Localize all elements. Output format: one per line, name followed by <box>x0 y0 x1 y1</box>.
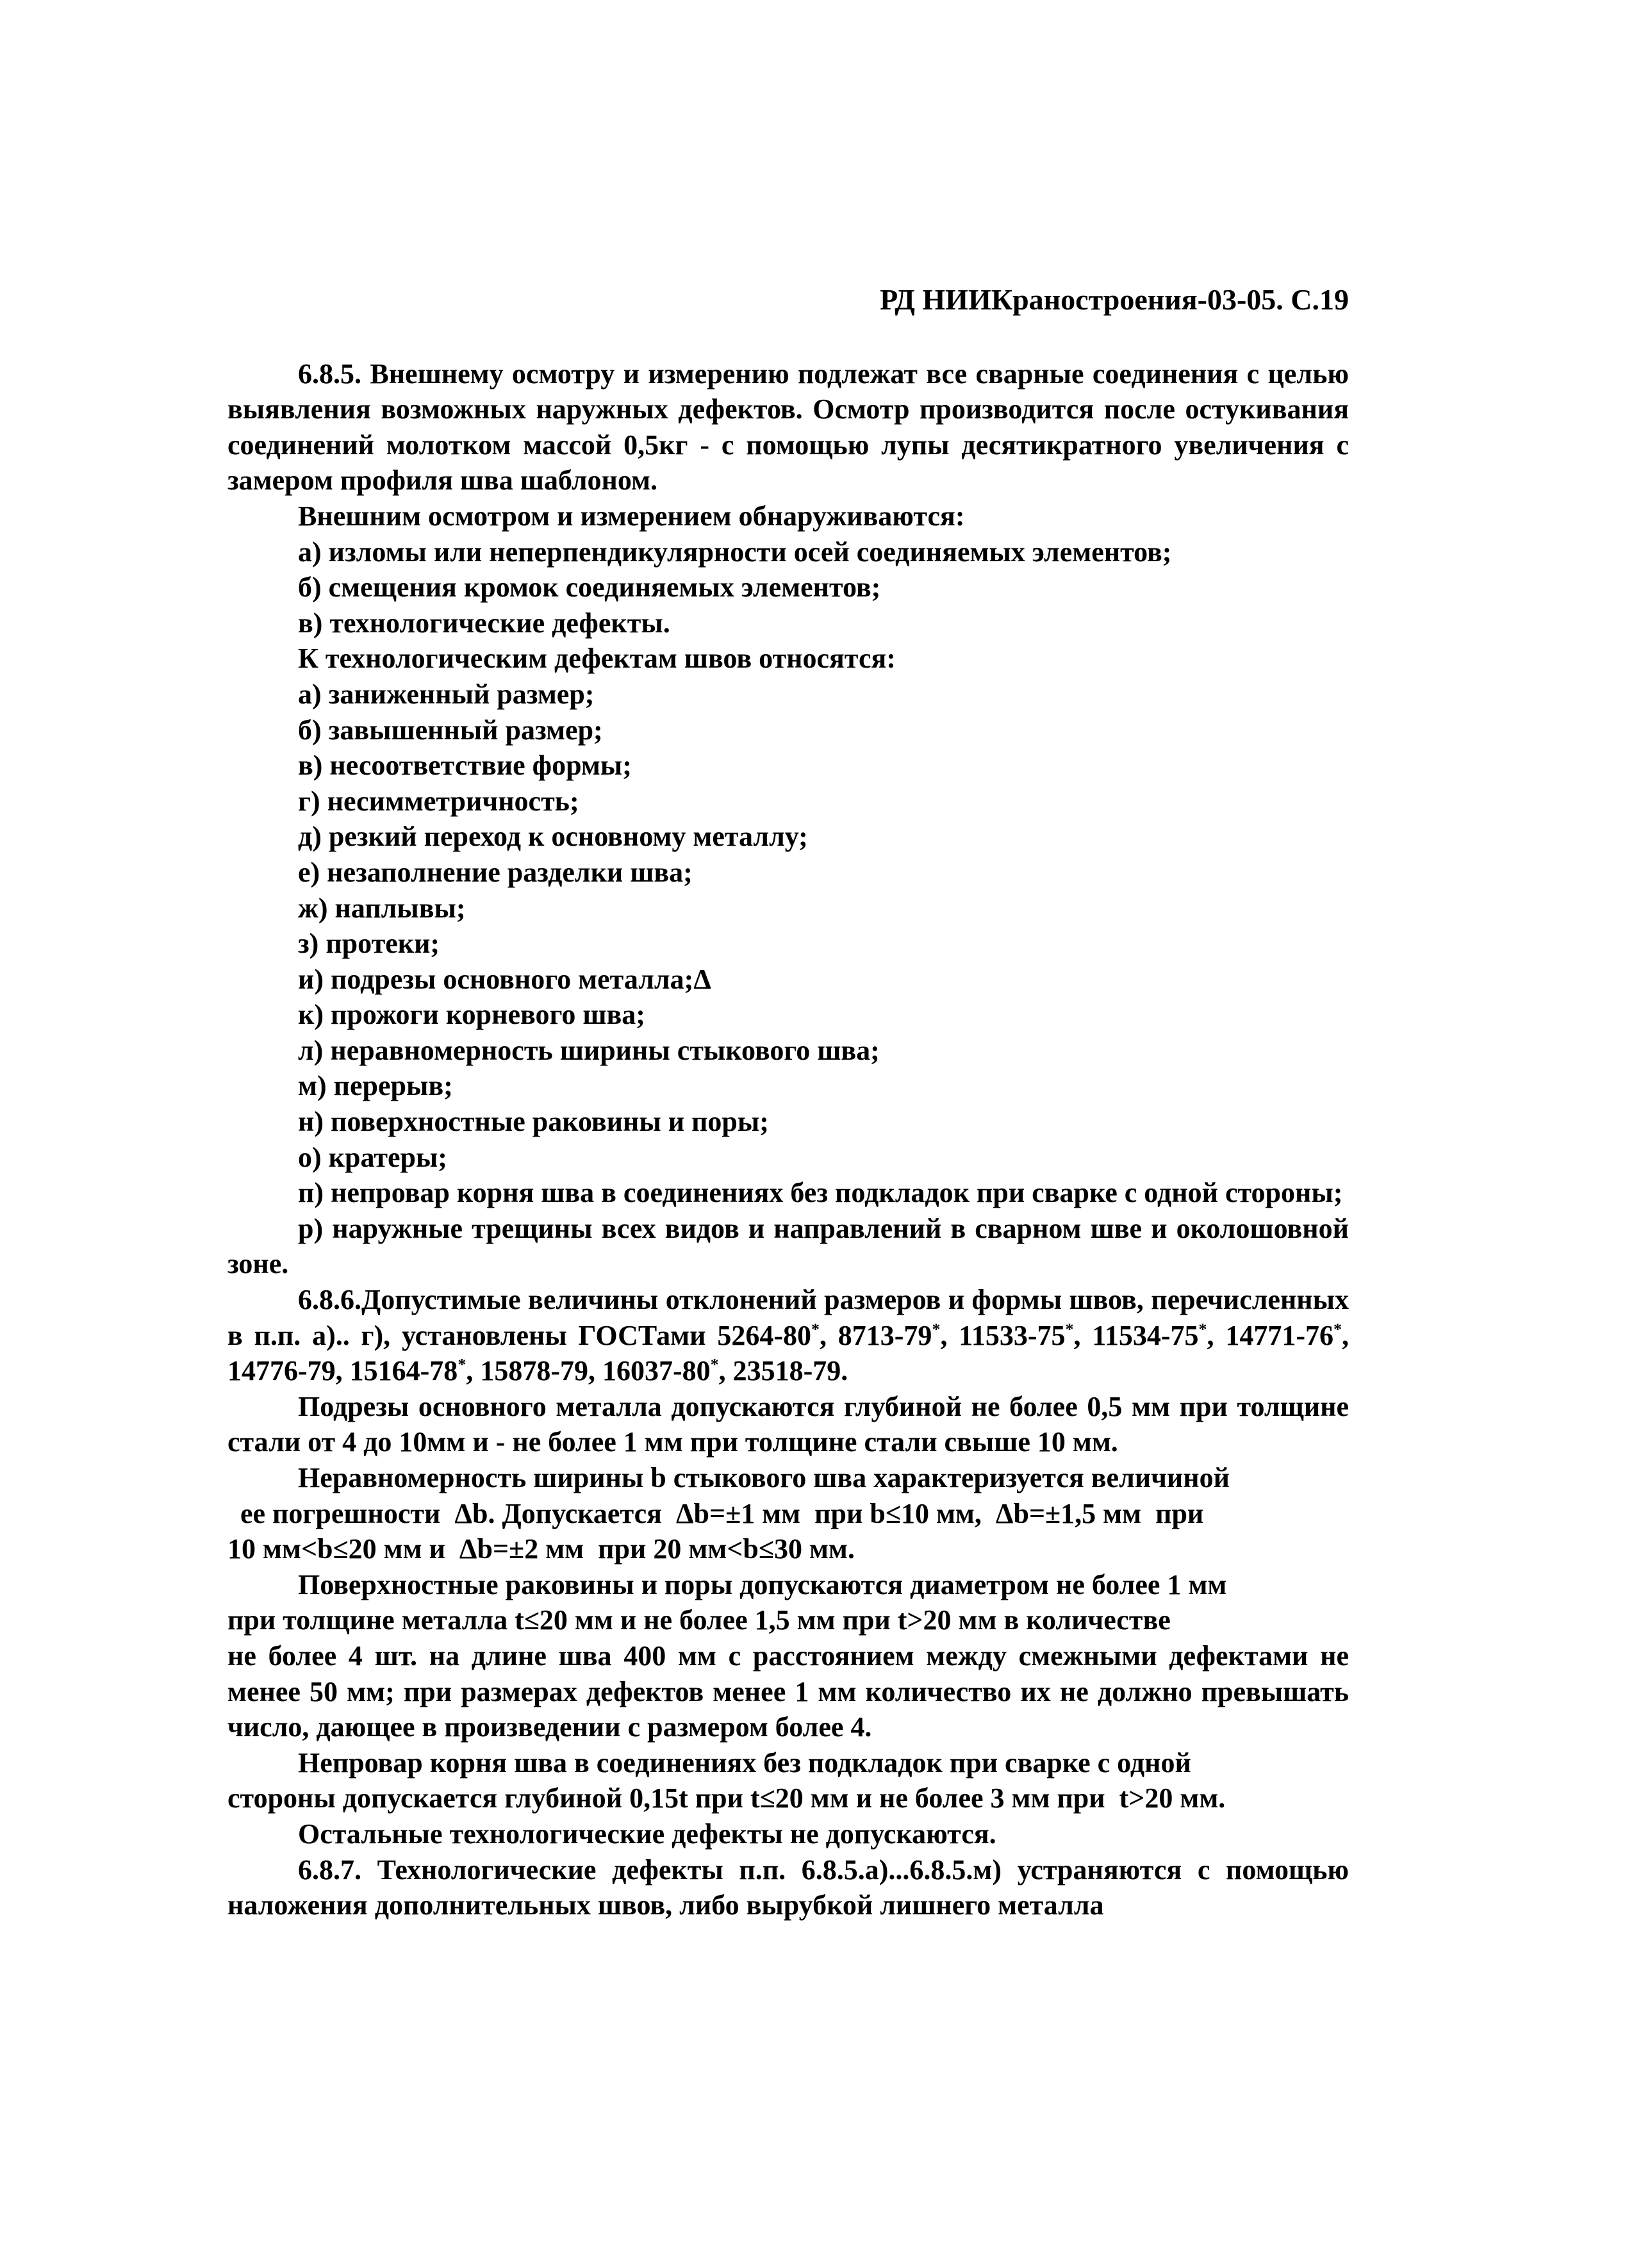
list-item: а) изломы или неперпендикулярности осей соединяемых элементов; <box>298 536 1172 568</box>
gost-amendment-mark: * <box>1198 1319 1207 1338</box>
list-item: к) прожоги корневого шва; <box>298 999 645 1031</box>
list-item: л) неравномерность ширины стыкового шва; <box>298 1034 880 1066</box>
list-item: м) перерыв; <box>298 1070 453 1102</box>
gost-number: 11534-75 <box>1092 1319 1199 1351</box>
list-item-incomplete-penetration: п) непровар корня шва в соединениях без подкладок при сварке с одной стороны; <box>298 1177 1343 1209</box>
paragraph-lack-line-1: Непровар корня шва в соединениях без подкладок при сварке с одной <box>298 1746 1191 1779</box>
list-item: и) подрезы основного металла;Δ <box>298 963 711 995</box>
paragraph-6-8-6 <box>227 1282 1349 1389</box>
gost-separator: , <box>335 1355 350 1387</box>
gost-separator: , <box>718 1355 733 1387</box>
gost-amendment-mark: * <box>811 1319 820 1338</box>
list-item: а) заниженный размер; <box>298 678 595 710</box>
paragraph-width-line-2: ее погрешности Δb. Допускается Δb=±1 мм при b≤10 мм, Δb=±1,5 мм при <box>240 1497 1204 1529</box>
paragraph-6-8-7: 6.8.7. Технологические дефекты п.п. 6.8.5.а)...6.8.5.м) устраняются с помощью наложения дополнительных швов, либо вырубкой лишнего металла <box>227 1853 1349 1921</box>
gost-separator: , <box>1073 1319 1093 1351</box>
gost-separator: , <box>588 1355 602 1387</box>
list-item: е) незаполнение разделки шва; <box>298 856 693 888</box>
gost-number: 5264-80 <box>717 1319 811 1351</box>
gost-number: 11533-75 <box>959 1319 1066 1351</box>
gost-separator: , <box>1207 1319 1226 1351</box>
gost-amendment-mark: * <box>1333 1319 1342 1338</box>
paragraph-6-8-6-intro: 6.8.6.Допустимые величины отклонений размеров и формы швов, перечисленных в п.п. а).. г), установлены ГОСТами <box>227 1284 1349 1351</box>
paragraph-inspection-reveals: Внешним осмотром и измерением обнаруживаются: <box>298 500 965 532</box>
gost-number: 15878-79 <box>480 1355 588 1387</box>
gost-separator: , <box>466 1355 481 1387</box>
gost-amendment-mark: * <box>1065 1319 1074 1338</box>
gost-separator: . <box>841 1355 848 1387</box>
list-item: б) завышенный размер; <box>298 714 603 746</box>
inspection-list <box>227 534 1349 641</box>
list-item: о) кратеры; <box>298 1141 447 1173</box>
gost-amendment-mark: * <box>932 1319 941 1338</box>
paragraph-pores-rest: не более 4 шт. на длине шва 400 мм с расстоянием между смежными дефектами не менее 50 мм; при размерах дефектов менее 1 мм количество их не должно превышать число, дающее в произведении с размером более 4. <box>227 1639 1349 1743</box>
list-item: н) поверхностные раковины и поры; <box>298 1106 769 1138</box>
paragraph-pores-line-2: при толщине металла t≤20 мм и не более 1,5 мм при t>20 мм в количестве <box>227 1604 1171 1636</box>
gost-number: 15164-78 <box>349 1355 458 1387</box>
document-page <box>227 282 1349 1923</box>
gost-number: 23518-79 <box>732 1355 841 1387</box>
paragraph-defects-heading: К технологическим дефектам швов относятся: <box>298 643 896 675</box>
paragraph-6-8-5: 6.8.5. Внешнему осмотру и измерению подлежат все сварные соединения с целью выявления возможных наружных дефектов. Осмотр производится после остукивания соединений молотком массой 0,5кг - с помощью лупы десятикратного увеличения с замером профиля шва шаблоном. <box>227 357 1349 497</box>
gost-separator: , <box>1342 1319 1349 1351</box>
page-header: РД НИИКраностроения-03-05. С.19 <box>880 283 1349 316</box>
gost-amendment-mark: * <box>710 1355 719 1374</box>
gost-amendment-mark: * <box>458 1355 466 1374</box>
defects-list <box>227 677 1349 1175</box>
list-item: г) несимметричность; <box>298 785 579 817</box>
list-item: б) смещения кромок соединяемых элементов; <box>298 571 881 604</box>
paragraph-lack-line-2: стороны допускается глубиной 0,15t при t≤20 мм и не более 3 мм при t>20 мм. <box>227 1782 1226 1814</box>
list-item: ж) наплывы; <box>298 892 466 924</box>
list-item: з) протеки; <box>298 928 440 960</box>
list-item-cracks: р) наружные трещины всех видов и направлений в сварном шве и околошовной зоне. <box>227 1212 1349 1280</box>
gost-number: 16037-80 <box>602 1355 711 1387</box>
list-item: в) несоответствие формы; <box>298 750 632 782</box>
paragraph-other-defects: Остальные технологические дефекты не допускаются. <box>298 1818 996 1850</box>
gost-number: 14776-79 <box>227 1355 336 1387</box>
list-item: в) технологические дефекты. <box>298 607 670 639</box>
gost-separator: , <box>940 1319 959 1351</box>
paragraph-undercut: Подрезы основного металла допускаются глубиной не более 0,5 мм при толщине стали от 4 до 10мм и - не более 1 мм при толщине стали свыше 10 мм. <box>227 1390 1349 1458</box>
paragraph-width-line-1: Неравномерность ширины b стыкового шва характеризуется величиной <box>298 1462 1230 1493</box>
paragraph-width-line-3: 10 мм<b≤20 мм и Δb=±2 мм при 20 мм<b≤30 мм. <box>227 1533 855 1565</box>
gost-number: 8713-79 <box>838 1319 932 1351</box>
gost-number: 14771-76 <box>1225 1319 1333 1351</box>
list-item: д) резкий переход к основному металлу; <box>298 821 808 853</box>
paragraph-pores-line-1: Поверхностные раковины и поры допускаются диаметром не более 1 мм <box>298 1568 1227 1600</box>
gost-separator: , <box>819 1319 838 1351</box>
